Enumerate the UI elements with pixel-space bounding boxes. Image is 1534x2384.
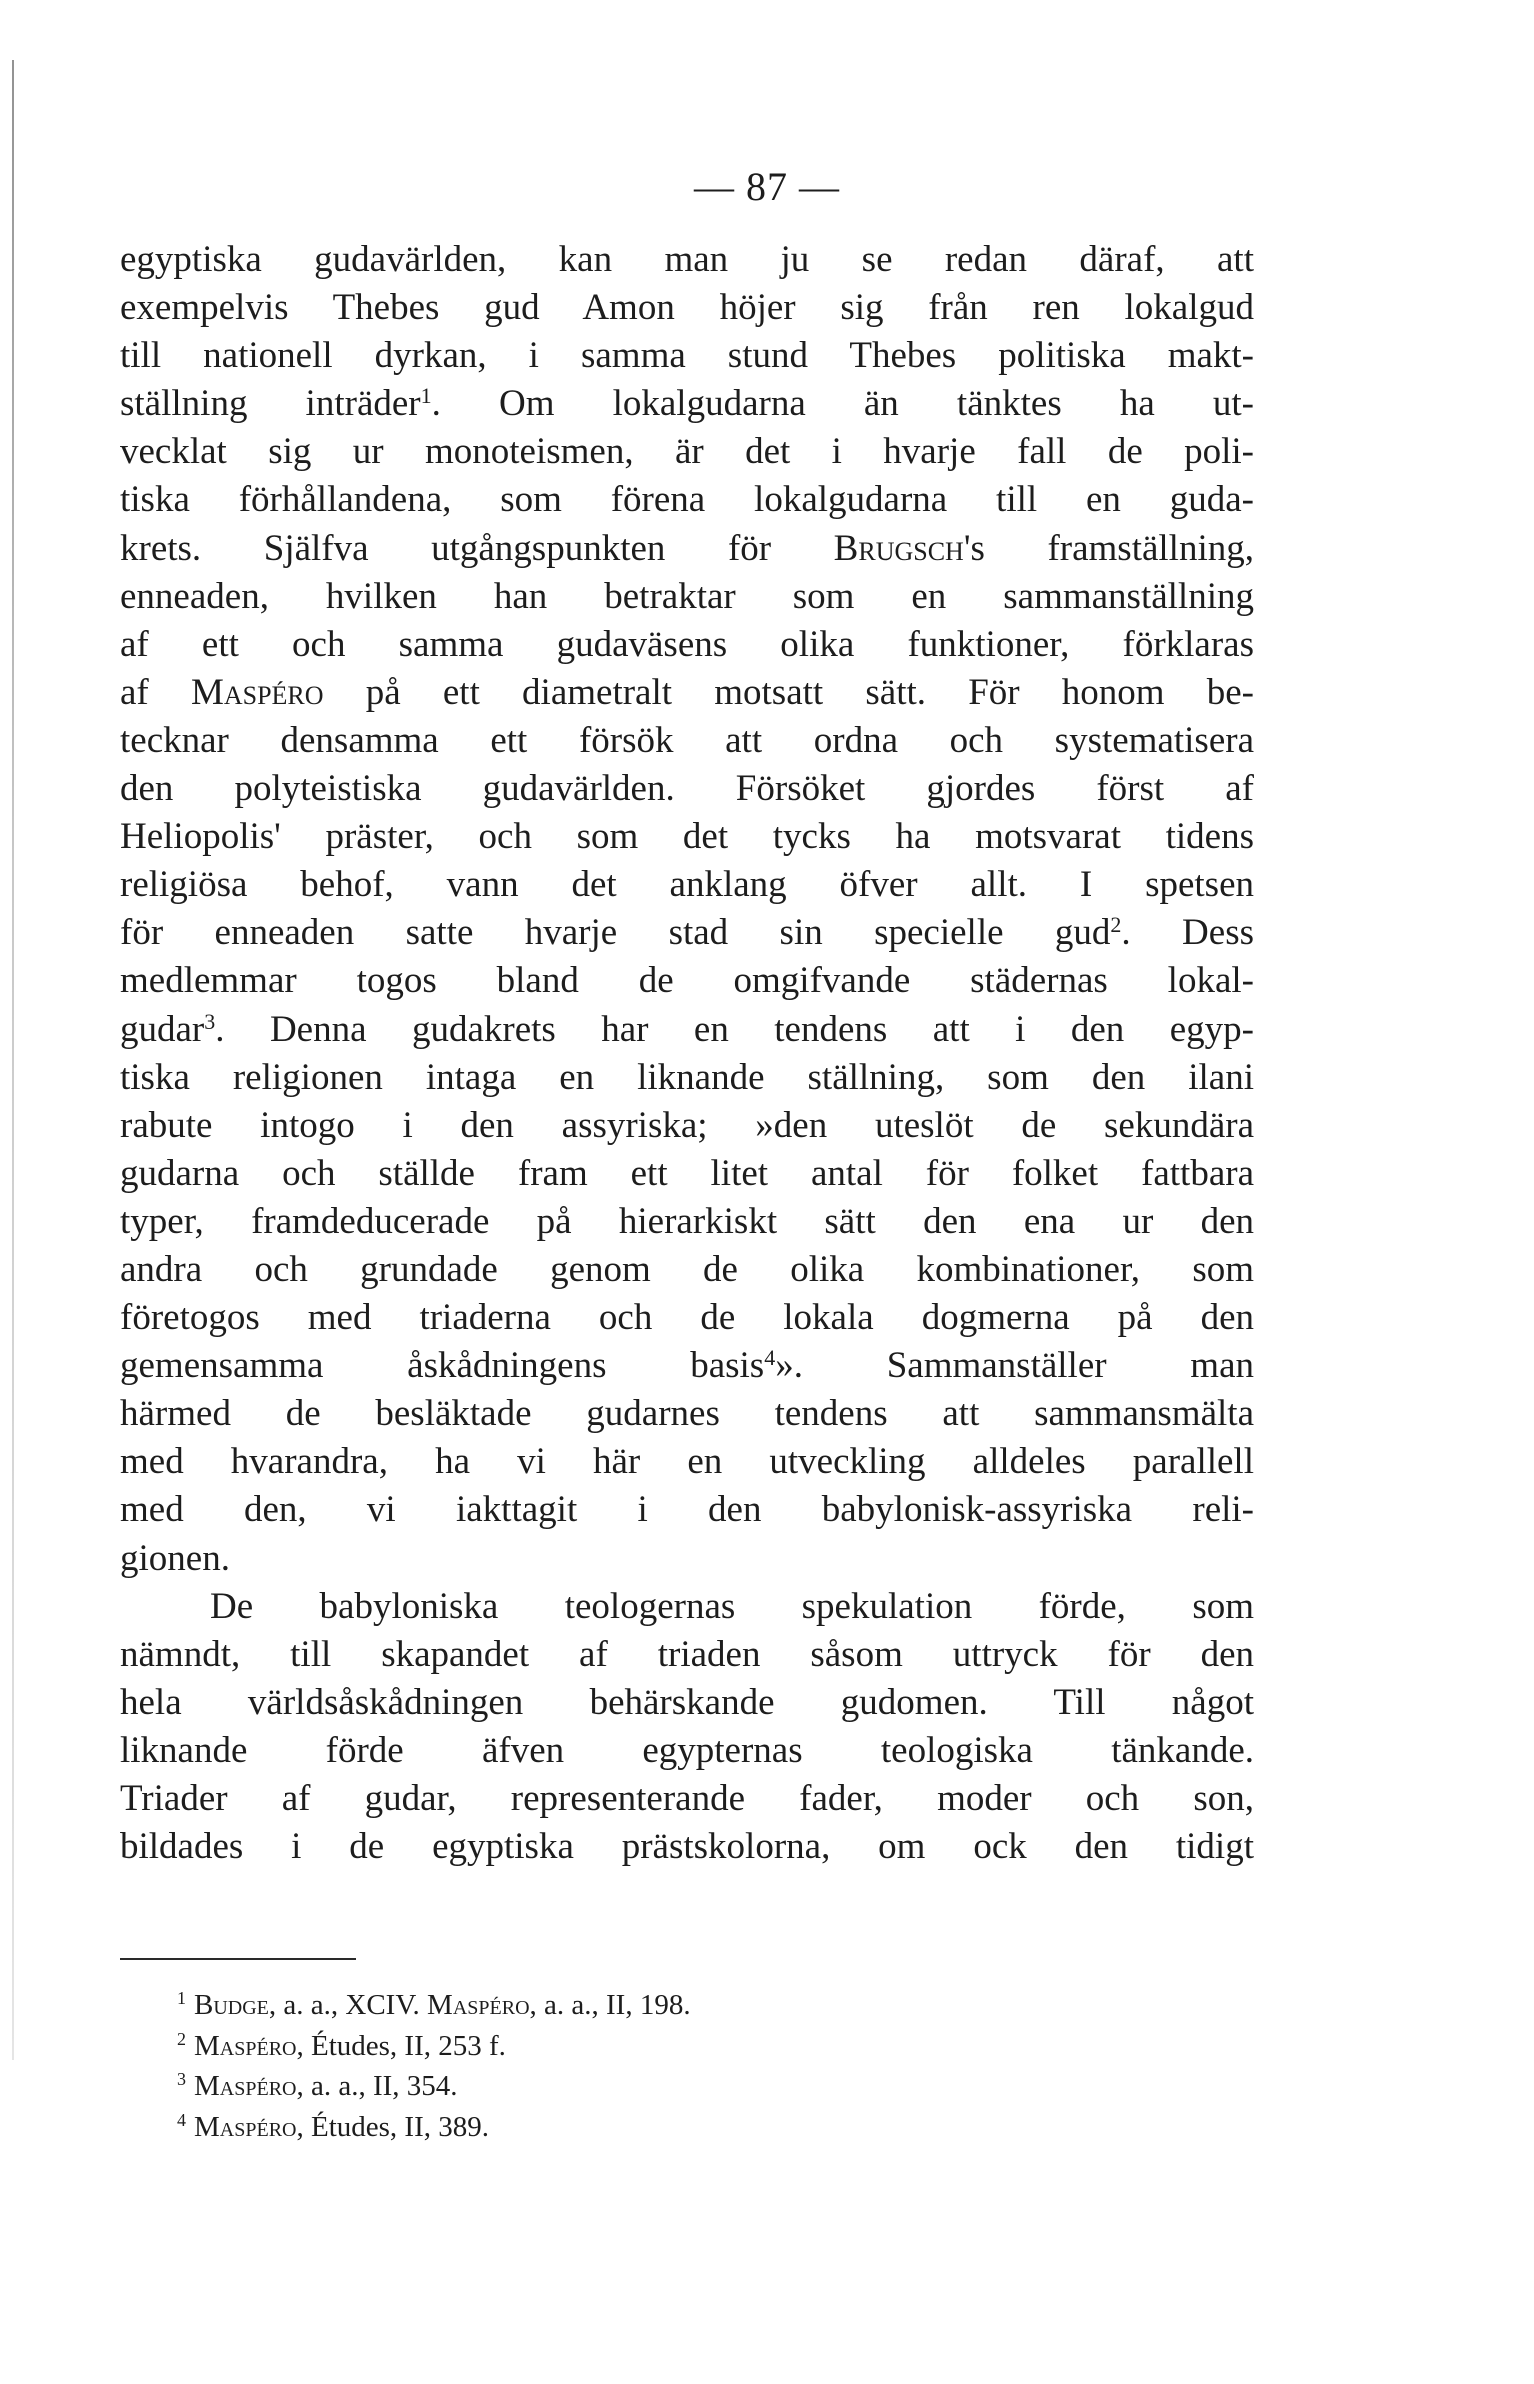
text-segment: på ett diametralt motsatt sätt. För honom be- [323, 671, 1254, 713]
text-line: andra och grundade genom de olika kombinationer, som [120, 1248, 1254, 1290]
text-segment: ställning inträder [120, 383, 421, 425]
footnote-number: 2 [177, 2028, 186, 2049]
author-name: Maspéro [194, 2029, 297, 2062]
footnote [177, 2107, 1077, 2148]
text-line: vecklat sig ur monoteismen, är det i hvarje fall de poli- [120, 431, 1254, 473]
citation: , a. a., II, 354. [296, 2070, 458, 2102]
text-line: med den, vi iakttagit i den babylonisk-assyriska reli- [120, 1489, 1254, 1531]
text-line: tiska religionen intaga en liknande ställning, som den ilani [120, 1056, 1254, 1098]
footnote [177, 2026, 1077, 2067]
text-line: Triader af gudar, representerande fader, moder och son, [120, 1778, 1254, 1819]
text-line: med hvarandra, ha vi här en utveckling alldeles parallell [120, 1441, 1254, 1483]
text-line: hela världsåskådningen behärskande gudomen. Till något [120, 1681, 1254, 1723]
text-line [120, 1006, 1254, 1054]
text-line: nämndt, till skapandet af triaden såsom uttryck för den [120, 1633, 1254, 1675]
text-segment: af [120, 671, 191, 713]
text-line: företogos med triaderna och de lokala dogmerna på den [120, 1297, 1254, 1339]
footnote-number: 4 [177, 2109, 186, 2130]
text-line: typer, framdeducerade på hierarkiskt sätt den ena ur den [120, 1200, 1254, 1242]
text-segment: . Om lokalgudarna än tänktes ha ut- [431, 383, 1254, 425]
footnote-marker: 4 [764, 1345, 776, 1371]
author-name: Maspéro [190, 671, 324, 713]
text-segment: . Denna gudakrets har en tendens att i den egyp- [215, 1008, 1254, 1050]
text-line: tecknar densamma ett försök att ordna och systematisera [120, 719, 1254, 761]
text-segment: gudar [120, 1008, 205, 1050]
citation: , Études, II, 389. [296, 2110, 489, 2143]
text-line: den polyteistiska gudavärlden. Försöket gjordes först af [120, 768, 1254, 810]
text-line: exempelvis Thebes gud Amon höjer sig från ren lokalgud [120, 287, 1254, 329]
text-segment: 's framställning, [963, 527, 1254, 569]
text-line: gudarna och ställde fram ett litet antal för folket fattbara [120, 1152, 1254, 1194]
text-line: egyptiska gudavärlden, kan man ju se redan däraf, att [120, 239, 1254, 280]
paragraph-start-line: De babyloniska teologernas spekulation förde, som [210, 1585, 1254, 1627]
footnotes [177, 1985, 1077, 2147]
text-line: medlemmar togos bland de omgifvande städernas lokal- [120, 960, 1254, 1002]
text-line: till nationell dyrkan, i samma stund Thebes politiska makt- [120, 335, 1254, 377]
text-line [120, 909, 1254, 957]
author-name: Budge [194, 1989, 269, 2021]
author-name: Brugsch [833, 527, 964, 569]
text-line [120, 669, 1254, 717]
footnote [177, 2066, 1077, 2107]
text-line: religiösa behof, vann det anklang öfver allt. I spetsen [120, 864, 1254, 906]
author-name: Maspéro [194, 2070, 297, 2102]
citation: , Études, II, 253 f. [296, 2029, 506, 2062]
text-line: Heliopolis' präster, och som det tycks ha motsvarat tidens [120, 816, 1254, 858]
text-segment: . Dess [1121, 912, 1254, 954]
footnote-number: 1 [177, 1988, 186, 2008]
text-line [120, 525, 1254, 573]
page-number: — 87 — [694, 164, 840, 209]
text-line: rabute intogo i den assyriska; »den uteslöt de sekundära [120, 1104, 1254, 1146]
text-line: liknande förde äfven egypternas teologiska tänkande. [120, 1729, 1254, 1771]
footnote-number: 3 [177, 2069, 186, 2089]
text-line [120, 380, 1254, 428]
text-line: härmed de besläktade gudarnes tendens att sammansmälta [120, 1393, 1254, 1435]
text-segment: krets. Själfva utgångspunkten för [120, 527, 834, 569]
text-segment: ». Sammanställer man [775, 1345, 1254, 1387]
footnote-divider [120, 1958, 356, 1960]
citation: , a. a., II, 198. [529, 1989, 691, 2021]
citation: , a. a., XCIV. [268, 1989, 428, 2021]
footnote [177, 1985, 1077, 2026]
text-segment: för enneaden satte hvarje stad sin specielle gud [120, 912, 1111, 954]
footnote-marker: 1 [420, 383, 432, 409]
text-line: tiska förhållandena, som förena lokalgudarna till en guda- [120, 479, 1254, 521]
author-name: Maspéro [194, 2110, 297, 2143]
footnote-marker: 2 [1110, 912, 1122, 938]
body-text [120, 236, 1254, 1871]
page-edge-shadow [12, 60, 14, 2060]
text-line: bildades i de egyptiska prästskolorna, om ock den tidigt [120, 1826, 1254, 1868]
footnote-marker: 3 [204, 1008, 216, 1034]
text-line: af ett och samma gudaväsens olika funktioner, förklaras [120, 623, 1254, 665]
text-line [120, 1342, 1254, 1390]
text-line: enneaden, hvilken han betraktar som en sammanställning [120, 575, 1254, 617]
paragraph-end-line: gionen. [120, 1537, 230, 1579]
text-segment: gemensamma åskådningens basis [120, 1345, 765, 1387]
author-name: Maspéro [427, 1989, 530, 2021]
